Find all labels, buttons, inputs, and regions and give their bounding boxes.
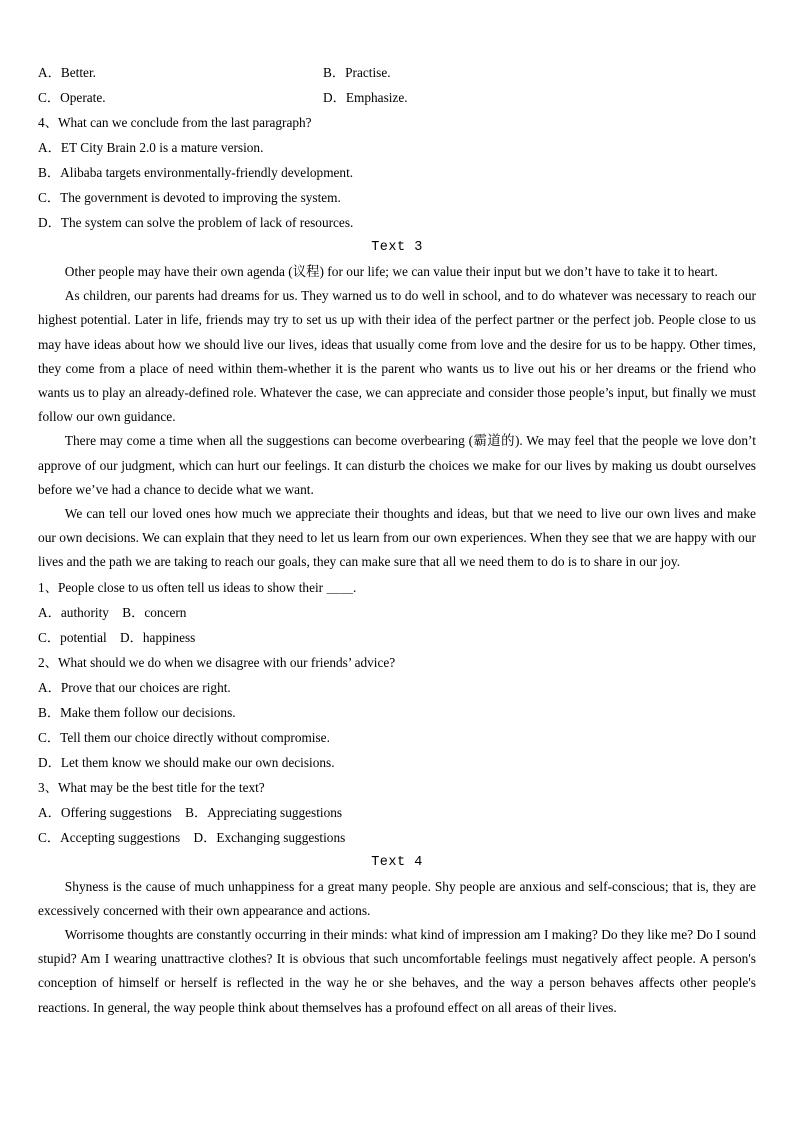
question-option: D．Let them know we should make our own decisions. [38,754,335,770]
question-option: B．Alibaba targets environmentally-friendly development. [38,165,354,180]
question-option: A．authority B．concern [38,604,187,620]
question-option: D．The system can solve the problem of lack of resources. [38,215,354,230]
option-a: A．Better. [38,65,96,80]
question-option: A．ET City Brain 2.0 is a mature version. [38,140,264,155]
question-stem: 1、People close to us often tell us ideas to show their ＿＿. [38,579,357,595]
option-c: C．Operate. [38,90,106,105]
text3-paragraph: We can tell our loved ones how much we appreciate their thoughts and ideas, but that we need to live our own lives and make our own decisions. We can explain that they need to let us learn from our own experiences. When they see that we are happy with our lives and the path we are taking to reach our goals, they can make sure that all we need them to do is to share in our joy. [38,506,756,570]
question-option: C．Accepting suggestions D．Exchanging suggestions [38,829,346,845]
text3-title: Text 3 [371,240,423,255]
text3-paragraph: Other people may have their own agenda (议程) for our life; we can value their input but we don’t have to take it to heart. [64,264,718,279]
question-option: B．Make them follow our decisions. [38,704,236,720]
question-stem: 2、What should we do when we disagree with our friends’ advice? [38,654,396,670]
text4-paragraph: Shyness is the cause of much unhappiness for a great many people. Shy people are anxious and self-conscious; that is, they are excessively concerned with their own appearance and actions. [38,878,756,918]
text3-paragraph: As children, our parents had dreams for us. They warned us to do well in school, and to do whatever was necessary to reach our highest potential. Later in life, friends may try to set us up with their idea of the perfect partner or the perfect job. People close to us may have ideas about how we should live our lives, ideas that usually come from love and the desire for us to be happy. Other times, they come from a place of need within them-whether it is the parent who wants us to live out his or her dreams or the friend who wants us to play an already-defined role. Whatever the case, we can appreciate and consider those people’s input, but finally we must follow our own guidance. [38,288,756,425]
question-stem: 4、What can we conclude from the last paragraph? [38,115,312,130]
question-stem: 3、What may be the best title for the text? [38,779,265,795]
question-option: A．Prove that our choices are right. [38,679,231,695]
text4-paragraph: Worrisome thoughts are constantly occurring in their minds: what kind of impression am I making? Do they like me? Do I sound stupid? Am I wearing unattractive clothes? It is obvious that such uncomfortable feelings must negatively affect people. A person's conception of himself or herself is reflected in the way he or she behaves, and the way a person behaves affects other people's reactions. In general, the way people think about themselves has a profound effect on all areas of their lives. [38,927,756,1015]
question-option: C．potential D．happiness [38,629,196,645]
option-d: D．Emphasize. [323,90,408,105]
option-b: B．Practise. [323,65,391,80]
text4-title: Text 4 [371,854,423,870]
question-option: C．The government is devoted to improving the system. [38,190,341,205]
question-option: C．Tell them our choice directly without compromise. [38,729,330,745]
answer-options-row [38,85,756,110]
question-option: A．Offering suggestions B．Appreciating suggestions [38,804,343,820]
answer-options-row [38,60,756,85]
text3-paragraph: There may come a time when all the suggestions can become overbearing (霸道的). We may feel that the people we love don’t approve of our judgment, which can hurt our feelings. It can disturb the choices we make for our lives by making us doubt ourselves before we’ve had a chance to decide what we want. [38,433,756,497]
